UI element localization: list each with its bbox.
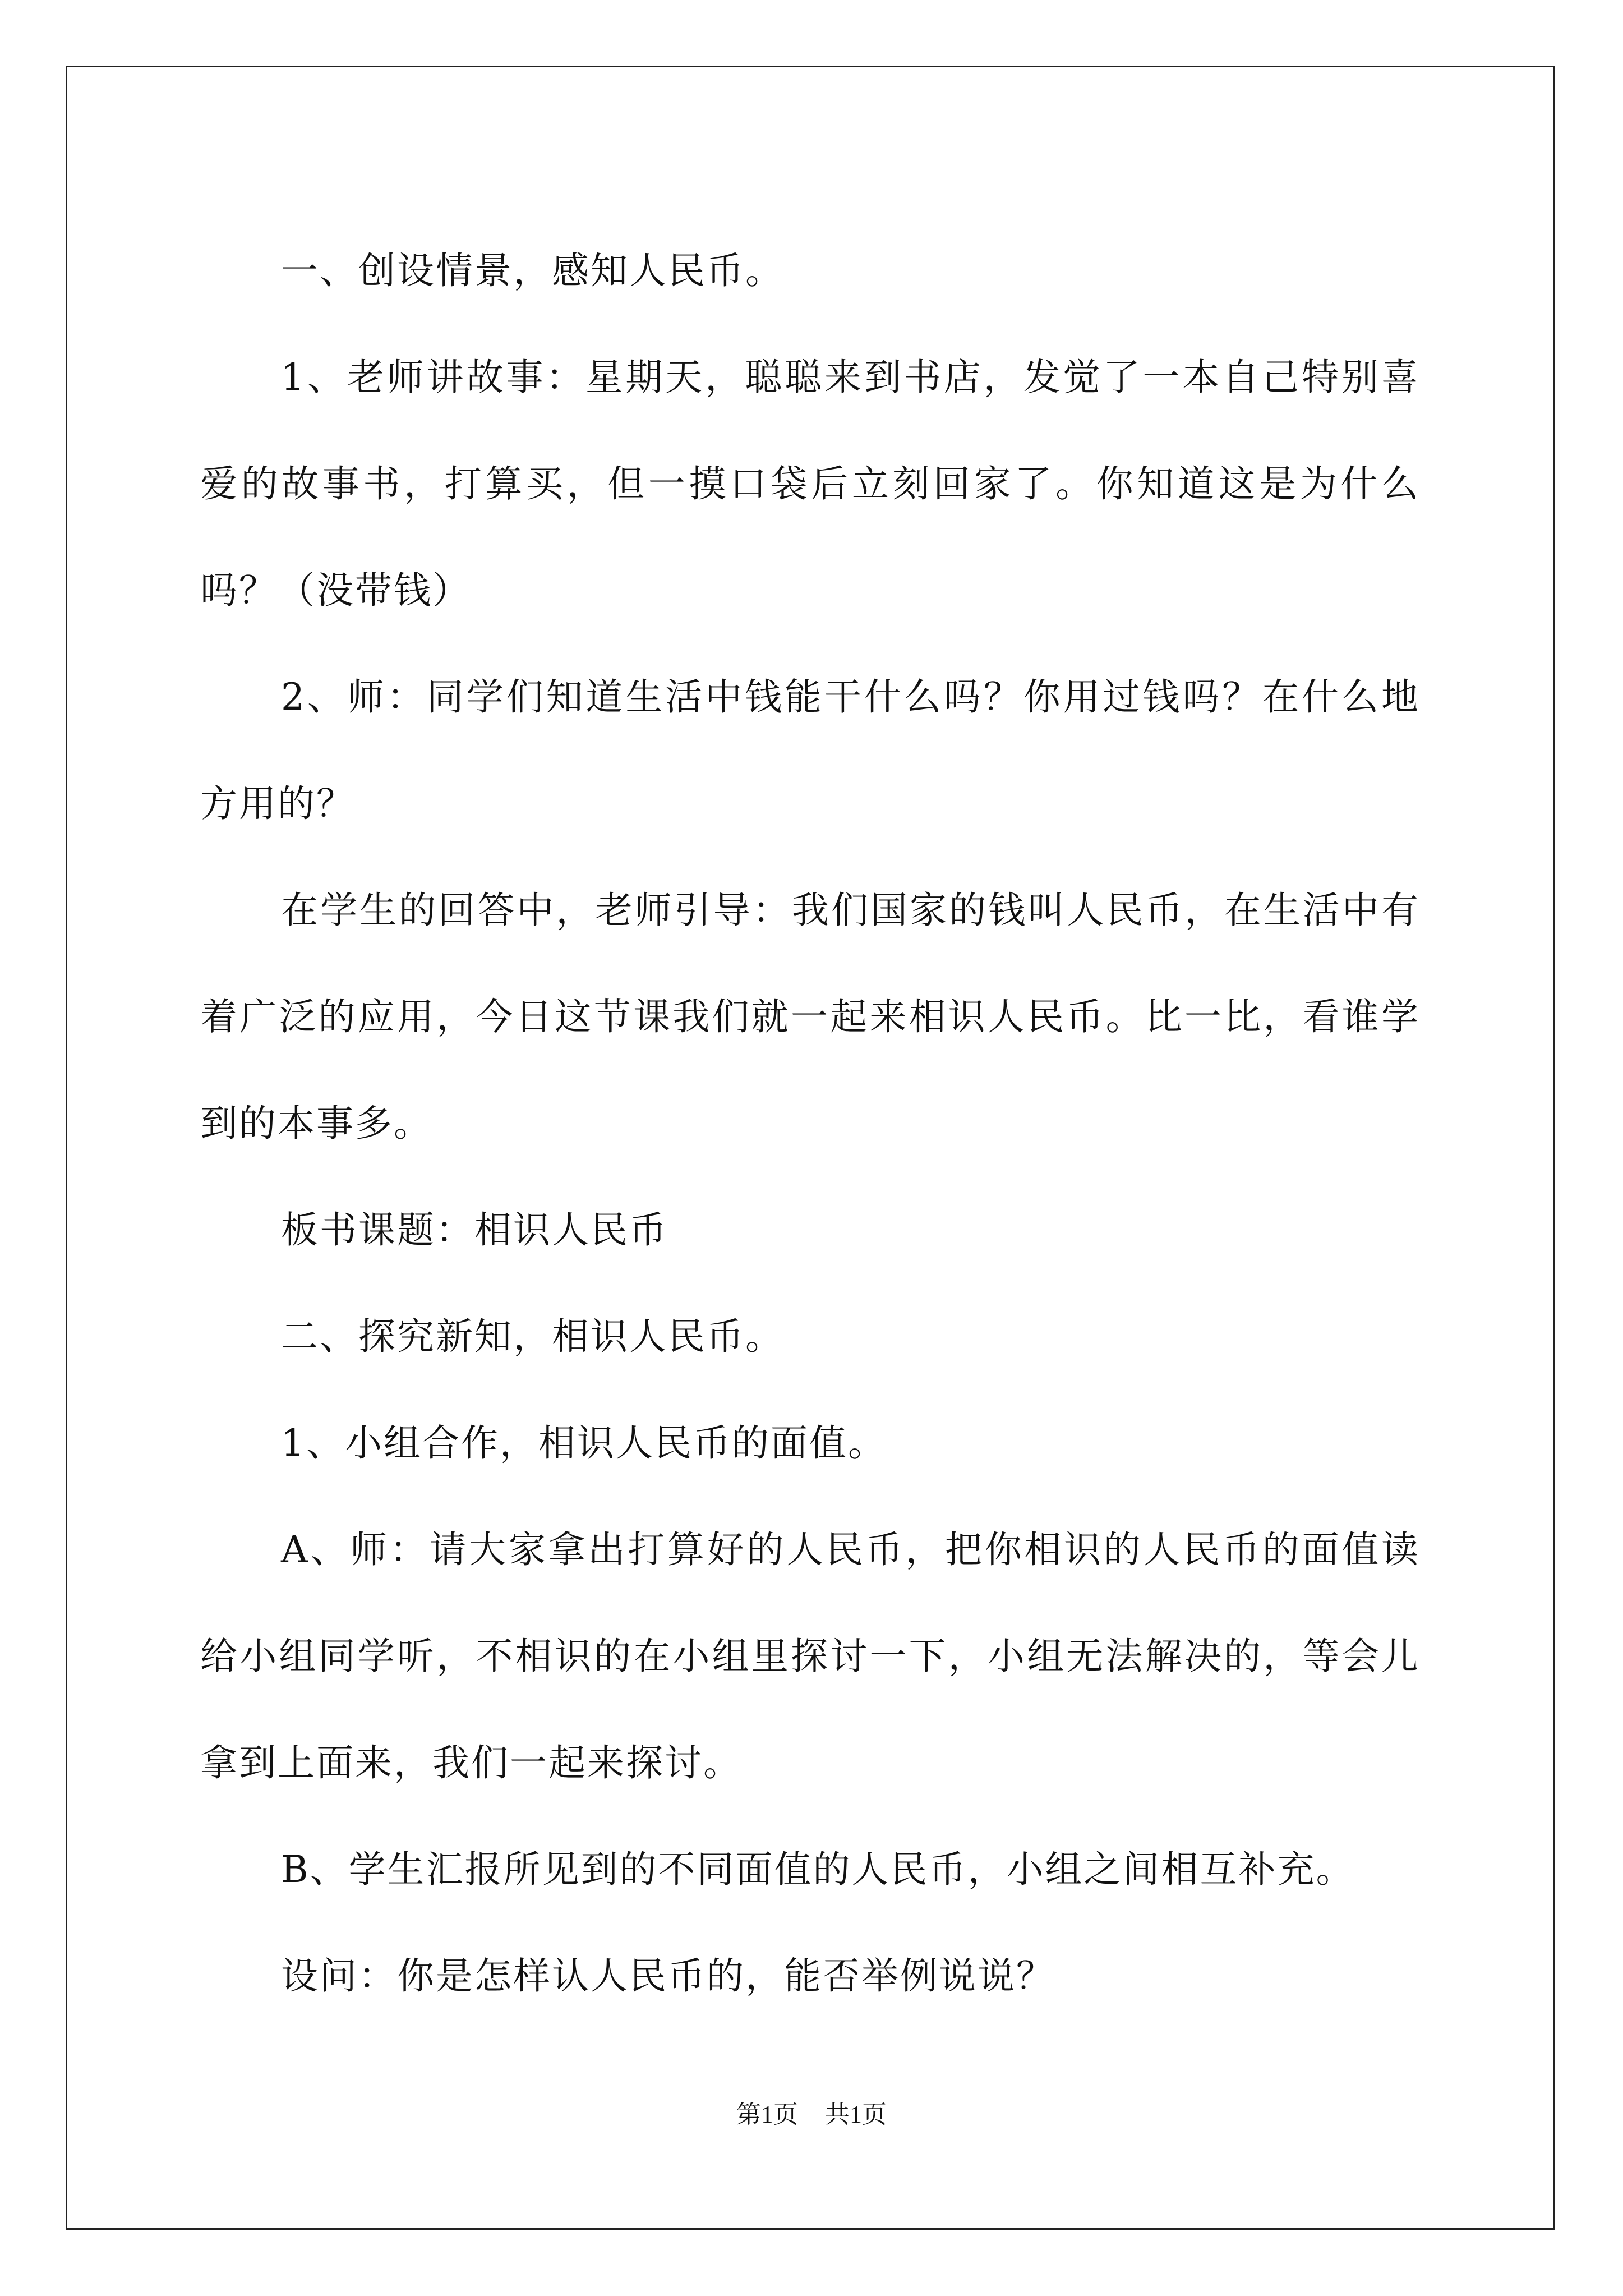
- paragraph-10: 设问：你是怎样认人民币的，能否举例说说？: [281, 1954, 1055, 1998]
- paragraph-9: B、学生汇报所见到的不同面值的人民币，小组之间相互补充。: [281, 1848, 1355, 1891]
- page-total: 共1页: [825, 2101, 887, 2128]
- paragraph-7: 1、小组合作，相识人民币的面值。: [281, 1421, 887, 1465]
- paragraph-6: 二、探究新知，相识人民币。: [281, 1315, 784, 1358]
- paragraph-3: 2、师：同学们知道生活中钱能干什么吗？你用过钱吗？在什么地方用的？: [200, 675, 1420, 825]
- page-footer: [0, 2098, 1623, 2132]
- paragraph-2: 1、老师讲故事：星期天，聪聪来到书店，发觉了一本自己特别喜爱的故事书，打算买，但一摸口袋后立刻回家了。你知道这是为什么吗？（没带钱）: [200, 356, 1420, 612]
- paragraph-4: 在学生的回答中，老师引导：我们国家的钱叫人民币，在生活中有着广泛的应用，今日这节课我们就一起来相识人民币。比一比，看谁学到的本事多。: [200, 889, 1420, 1145]
- document-body: [200, 218, 1420, 2030]
- paragraph-8: A、师：请大家拿出打算好的人民币，把你相识的人民币的面值读给小组同学听，不相识的在小组里探讨一下，小组无法解决的，等会儿拿到上面来，我们一起来探讨。: [200, 1528, 1420, 1784]
- paragraph-1: 一、创设情景，感知人民币。: [281, 249, 784, 292]
- paragraph-5: 板书课题：相识人民币: [281, 1208, 668, 1251]
- page-number: 第1页: [736, 2101, 798, 2128]
